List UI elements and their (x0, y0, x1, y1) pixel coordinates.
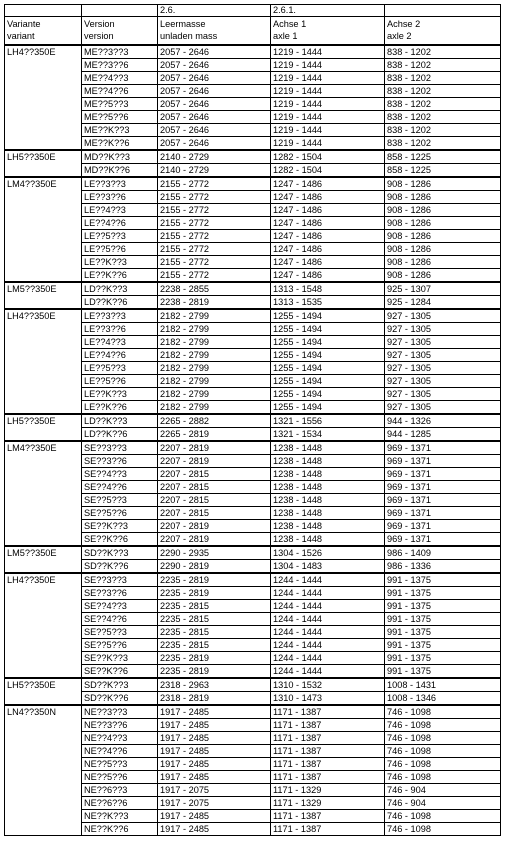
mass-column-header (158, 17, 271, 46)
version-cell: SD??K??6 (82, 692, 158, 706)
axle1-cell: 1171 - 1387 (271, 719, 385, 732)
axle2-cell: 991 - 1375 (385, 652, 501, 665)
axle2-cell: 838 - 1202 (385, 72, 501, 85)
mass-cell: 1917 - 2075 (158, 784, 271, 797)
version-cell: LD??K??6 (82, 296, 158, 310)
axle1-header-de: Achse 1 (273, 19, 307, 29)
axle1-cell: 1219 - 1444 (271, 45, 385, 59)
axle1-cell: 1313 - 1535 (271, 296, 385, 310)
version-cell: LE??4??6 (82, 349, 158, 362)
version-cell: ME??5??6 (82, 111, 158, 124)
version-cell: NE??3??6 (82, 719, 158, 732)
axle2-cell: 927 - 1305 (385, 375, 501, 388)
mass-cell: 2057 - 2646 (158, 72, 271, 85)
mass-cell: 2207 - 2815 (158, 494, 271, 507)
mass-cell: 2182 - 2799 (158, 309, 271, 323)
version-cell: LE??4??6 (82, 217, 158, 230)
axle2-cell: 746 - 1098 (385, 732, 501, 745)
axle2-cell: 838 - 1202 (385, 45, 501, 59)
mass-cell: 2057 - 2646 (158, 111, 271, 124)
axle1-cell: 1244 - 1444 (271, 600, 385, 613)
axle1-cell: 1304 - 1526 (271, 546, 385, 560)
table-row (5, 45, 501, 59)
axle1-cell: 1247 - 1486 (271, 191, 385, 204)
mass-cell: 2235 - 2819 (158, 587, 271, 600)
axle1-cell: 1238 - 1448 (271, 520, 385, 533)
axle2-cell: 908 - 1286 (385, 191, 501, 204)
axle2-cell: 838 - 1202 (385, 124, 501, 137)
mass-cell: 1917 - 2485 (158, 719, 271, 732)
axle2-cell: 925 - 1284 (385, 296, 501, 310)
axle1-cell: 1282 - 1504 (271, 150, 385, 164)
mass-cell: 1917 - 2485 (158, 705, 271, 719)
version-cell: NE??K??3 (82, 810, 158, 823)
version-cell: LE??5??3 (82, 362, 158, 375)
mass-cell: 2207 - 2819 (158, 533, 271, 547)
mass-cell: 2155 - 2772 (158, 191, 271, 204)
axle1-cell: 1321 - 1534 (271, 428, 385, 442)
axle1-cell: 1219 - 1444 (271, 72, 385, 85)
blank-cell (385, 5, 501, 17)
version-cell: SE??4??3 (82, 468, 158, 481)
table-row (5, 546, 501, 560)
mass-cell: 2238 - 2855 (158, 282, 271, 296)
version-cell: LE??K??3 (82, 388, 158, 401)
version-cell: SD??K??3 (82, 546, 158, 560)
mass-cell: 2182 - 2799 (158, 375, 271, 388)
mass-cell: 2235 - 2815 (158, 600, 271, 613)
version-cell: SE??5??3 (82, 626, 158, 639)
axle1-cell: 1321 - 1556 (271, 414, 385, 428)
axle1-cell: 1255 - 1494 (271, 401, 385, 415)
variant-cell: LM5??350E (5, 282, 82, 309)
axle2-cell: 969 - 1371 (385, 455, 501, 468)
mass-cell: 2207 - 2815 (158, 481, 271, 494)
axle2-cell: 944 - 1326 (385, 414, 501, 428)
variant-cell: LH5??350E (5, 678, 82, 705)
axle1-cell: 1310 - 1473 (271, 692, 385, 706)
mass-cell: 2290 - 2935 (158, 546, 271, 560)
axle2-cell: 925 - 1307 (385, 282, 501, 296)
axle2-cell: 927 - 1305 (385, 401, 501, 415)
version-cell: SE??3??6 (82, 455, 158, 468)
variant-cell: LH4??350E (5, 309, 82, 414)
mass-cell: 2057 - 2646 (158, 137, 271, 151)
axle2-cell: 746 - 1098 (385, 745, 501, 758)
version-cell: SE??3??3 (82, 573, 158, 587)
version-cell: LE??3??6 (82, 323, 158, 336)
axle2-cell: 908 - 1286 (385, 177, 501, 191)
mass-cell: 2155 - 2772 (158, 256, 271, 269)
axle1-cell: 1304 - 1483 (271, 560, 385, 574)
version-cell: LE??K??3 (82, 256, 158, 269)
mass-cell: 2182 - 2799 (158, 362, 271, 375)
version-cell: LE??3??3 (82, 309, 158, 323)
axle2-cell: 838 - 1202 (385, 98, 501, 111)
axle1-cell: 1244 - 1444 (271, 613, 385, 626)
column-header-row (5, 17, 501, 46)
axle2-cell: 927 - 1305 (385, 309, 501, 323)
mass-cell: 2182 - 2799 (158, 388, 271, 401)
variant-header-en: variant (7, 31, 35, 41)
axle1-cell: 1255 - 1494 (271, 362, 385, 375)
variant-cell: LM4??350E (5, 441, 82, 546)
axle2-cell: 991 - 1375 (385, 587, 501, 600)
mass-cell: 2057 - 2646 (158, 98, 271, 111)
version-cell: LE??5??3 (82, 230, 158, 243)
version-cell: LE??K??6 (82, 401, 158, 415)
blank-cell (5, 5, 82, 17)
version-cell: SE??K??3 (82, 652, 158, 665)
version-cell: ME??K??6 (82, 137, 158, 151)
mass-cell: 2235 - 2815 (158, 639, 271, 652)
version-cell: LD??K??6 (82, 428, 158, 442)
mass-cell: 1917 - 2075 (158, 797, 271, 810)
axle2-cell: 969 - 1371 (385, 441, 501, 455)
mass-cell: 1917 - 2485 (158, 823, 271, 836)
axle2-cell: 908 - 1286 (385, 217, 501, 230)
axle2-header-en: axle 2 (387, 31, 412, 41)
table-row (5, 177, 501, 191)
mass-cell: 1917 - 2485 (158, 758, 271, 771)
axle2-cell: 991 - 1375 (385, 665, 501, 679)
axle1-cell: 1247 - 1486 (271, 256, 385, 269)
axle2-cell: 838 - 1202 (385, 137, 501, 151)
axle2-cell: 908 - 1286 (385, 243, 501, 256)
axle2-cell: 944 - 1285 (385, 428, 501, 442)
axle1-cell: 1238 - 1448 (271, 441, 385, 455)
axle1-cell: 1219 - 1444 (271, 137, 385, 151)
axle2-cell: 969 - 1371 (385, 520, 501, 533)
axle1-cell: 1219 - 1444 (271, 124, 385, 137)
version-cell: ME??4??6 (82, 85, 158, 98)
axle1-cell: 1238 - 1448 (271, 494, 385, 507)
axle1-cell: 1255 - 1494 (271, 336, 385, 349)
axle2-cell: 991 - 1375 (385, 573, 501, 587)
axle1-cell: 1247 - 1486 (271, 217, 385, 230)
axle2-cell: 1008 - 1431 (385, 678, 501, 692)
table-row (5, 573, 501, 587)
mass-cell: 2207 - 2819 (158, 520, 271, 533)
mass-cell: 2182 - 2799 (158, 323, 271, 336)
version-cell: LD??K??3 (82, 414, 158, 428)
table-row (5, 309, 501, 323)
axle2-cell: 858 - 1225 (385, 150, 501, 164)
version-cell: NE??5??6 (82, 771, 158, 784)
axle2-cell: 969 - 1371 (385, 533, 501, 547)
version-cell: SE??4??6 (82, 481, 158, 494)
table-row (5, 150, 501, 164)
axle2-cell: 927 - 1305 (385, 336, 501, 349)
mass-cell: 2207 - 2815 (158, 468, 271, 481)
section-axle-number: 2.6.1. (271, 5, 385, 17)
mass-cell: 2265 - 2882 (158, 414, 271, 428)
mass-cell: 2140 - 2729 (158, 150, 271, 164)
axle2-cell: 838 - 1202 (385, 85, 501, 98)
axle2-cell: 969 - 1371 (385, 507, 501, 520)
version-cell: SD??K??6 (82, 560, 158, 574)
mass-cell: 2235 - 2819 (158, 573, 271, 587)
variant-cell: LH4??350E (5, 45, 82, 150)
version-cell: LE??K??6 (82, 269, 158, 283)
table-row (5, 441, 501, 455)
axle1-cell: 1238 - 1448 (271, 455, 385, 468)
axle2-cell: 908 - 1286 (385, 256, 501, 269)
version-cell: MD??K??6 (82, 164, 158, 178)
axle1-cell: 1171 - 1387 (271, 810, 385, 823)
mass-cell: 1917 - 2485 (158, 732, 271, 745)
mass-cell: 1917 - 2485 (158, 810, 271, 823)
table-row (5, 414, 501, 428)
version-cell: SE??5??3 (82, 494, 158, 507)
axle1-cell: 1171 - 1387 (271, 823, 385, 836)
axle2-cell: 858 - 1225 (385, 164, 501, 178)
axle1-cell: 1247 - 1486 (271, 230, 385, 243)
axle2-cell: 991 - 1375 (385, 626, 501, 639)
axle1-cell: 1247 - 1486 (271, 177, 385, 191)
axle1-cell: 1244 - 1444 (271, 639, 385, 652)
axle1-header-en: axle 1 (273, 31, 298, 41)
version-cell: LE??3??6 (82, 191, 158, 204)
version-cell: LE??3??3 (82, 177, 158, 191)
axle1-column-header (271, 17, 385, 46)
axle1-cell: 1219 - 1444 (271, 85, 385, 98)
section-number-row (5, 5, 501, 17)
variant-cell: LH5??350E (5, 150, 82, 177)
version-cell: NE??5??3 (82, 758, 158, 771)
version-cell: NE??6??3 (82, 784, 158, 797)
version-cell: SE??K??3 (82, 520, 158, 533)
axle1-cell: 1244 - 1444 (271, 587, 385, 600)
variant-header-de: Variante (7, 19, 41, 29)
version-column-header (82, 17, 158, 46)
axle2-cell: 991 - 1375 (385, 600, 501, 613)
table-body (5, 45, 501, 836)
mass-cell: 2235 - 2815 (158, 626, 271, 639)
axle2-cell: 746 - 1098 (385, 771, 501, 784)
axle2-cell: 991 - 1375 (385, 613, 501, 626)
axle2-column-header (385, 17, 501, 46)
axle1-cell: 1238 - 1448 (271, 507, 385, 520)
mass-cell: 2155 - 2772 (158, 217, 271, 230)
version-cell: SE??3??6 (82, 587, 158, 600)
mass-cell: 2235 - 2815 (158, 613, 271, 626)
table-row (5, 678, 501, 692)
axle1-cell: 1238 - 1448 (271, 481, 385, 494)
version-cell: SE??5??6 (82, 507, 158, 520)
mass-cell: 2155 - 2772 (158, 204, 271, 217)
table-row (5, 705, 501, 719)
version-cell: ME??K??3 (82, 124, 158, 137)
version-header-en: version (84, 31, 114, 41)
version-cell: SD??K??3 (82, 678, 158, 692)
mass-cell: 2140 - 2729 (158, 164, 271, 178)
variant-column-header (5, 17, 82, 46)
variant-cell: LN4??350N (5, 705, 82, 836)
section-mass-number: 2.6. (158, 5, 271, 17)
axle1-cell: 1171 - 1387 (271, 745, 385, 758)
mass-cell: 2057 - 2646 (158, 85, 271, 98)
mass-header-en: unladen mass (160, 31, 218, 41)
axle1-cell: 1310 - 1532 (271, 678, 385, 692)
mass-cell: 2290 - 2819 (158, 560, 271, 574)
mass-cell: 2057 - 2646 (158, 45, 271, 59)
axle2-cell: 927 - 1305 (385, 349, 501, 362)
version-cell: ME??3??3 (82, 45, 158, 59)
axle1-cell: 1244 - 1444 (271, 573, 385, 587)
variant-cell: LH5??350E (5, 414, 82, 441)
blank-cell (82, 5, 158, 17)
version-cell: ME??3??6 (82, 59, 158, 72)
axle2-cell: 838 - 1202 (385, 59, 501, 72)
axle1-cell: 1255 - 1494 (271, 375, 385, 388)
mass-cell: 2207 - 2819 (158, 455, 271, 468)
version-cell: ME??5??3 (82, 98, 158, 111)
version-cell: NE??3??3 (82, 705, 158, 719)
axle2-cell: 986 - 1336 (385, 560, 501, 574)
axle1-cell: 1171 - 1329 (271, 784, 385, 797)
axle2-cell: 927 - 1305 (385, 388, 501, 401)
document-page (4, 4, 501, 836)
mass-cell: 2155 - 2772 (158, 177, 271, 191)
mass-cell: 2207 - 2819 (158, 441, 271, 455)
mass-cell: 1917 - 2485 (158, 771, 271, 784)
axle2-cell: 746 - 904 (385, 797, 501, 810)
variant-cell: LM4??350E (5, 177, 82, 282)
mass-cell: 2155 - 2772 (158, 230, 271, 243)
axle1-cell: 1255 - 1494 (271, 309, 385, 323)
mass-cell: 2057 - 2646 (158, 59, 271, 72)
axle2-cell: 746 - 1098 (385, 719, 501, 732)
axle2-cell: 746 - 904 (385, 784, 501, 797)
axle1-cell: 1244 - 1444 (271, 626, 385, 639)
version-cell: SE??K??6 (82, 665, 158, 679)
axle2-cell: 927 - 1305 (385, 323, 501, 336)
version-cell: LD??K??3 (82, 282, 158, 296)
axle2-cell: 746 - 1098 (385, 823, 501, 836)
version-cell: NE??4??6 (82, 745, 158, 758)
axle2-cell: 838 - 1202 (385, 111, 501, 124)
axle2-cell: 927 - 1305 (385, 362, 501, 375)
axle2-header-de: Achse 2 (387, 19, 421, 29)
axle1-cell: 1171 - 1387 (271, 705, 385, 719)
axle1-cell: 1219 - 1444 (271, 59, 385, 72)
axle2-cell: 908 - 1286 (385, 269, 501, 283)
mass-cell: 1917 - 2485 (158, 745, 271, 758)
version-cell: SE??4??6 (82, 613, 158, 626)
axle2-cell: 986 - 1409 (385, 546, 501, 560)
axle1-cell: 1247 - 1486 (271, 269, 385, 283)
axle1-cell: 1171 - 1387 (271, 771, 385, 784)
version-cell: NE??K??6 (82, 823, 158, 836)
version-header-de: Version (84, 19, 115, 29)
mass-cell: 2182 - 2799 (158, 401, 271, 415)
axle2-cell: 908 - 1286 (385, 230, 501, 243)
axle2-cell: 746 - 1098 (385, 705, 501, 719)
table-row (5, 282, 501, 296)
version-cell: LE??4??3 (82, 336, 158, 349)
variant-cell: LM5??350E (5, 546, 82, 573)
axle2-cell: 969 - 1371 (385, 494, 501, 507)
axle1-cell: 1244 - 1444 (271, 652, 385, 665)
axle1-cell: 1219 - 1444 (271, 111, 385, 124)
mass-cell: 2155 - 2772 (158, 243, 271, 256)
axle1-cell: 1255 - 1494 (271, 323, 385, 336)
version-cell: SE??K??6 (82, 533, 158, 547)
axle1-cell: 1171 - 1387 (271, 758, 385, 771)
mass-cell: 2318 - 2819 (158, 692, 271, 706)
axle1-cell: 1171 - 1329 (271, 797, 385, 810)
version-cell: SE??5??6 (82, 639, 158, 652)
mass-cell: 2207 - 2815 (158, 507, 271, 520)
axle2-cell: 908 - 1286 (385, 204, 501, 217)
axle1-cell: 1238 - 1448 (271, 468, 385, 481)
version-cell: NE??4??3 (82, 732, 158, 745)
axle1-cell: 1244 - 1444 (271, 665, 385, 679)
type-approval-mass-table (4, 4, 501, 836)
axle1-cell: 1247 - 1486 (271, 243, 385, 256)
version-cell: SE??4??3 (82, 600, 158, 613)
mass-cell: 2238 - 2819 (158, 296, 271, 310)
version-cell: LE??5??6 (82, 243, 158, 256)
axle2-cell: 746 - 1098 (385, 758, 501, 771)
version-cell: LE??4??3 (82, 204, 158, 217)
mass-cell: 2182 - 2799 (158, 336, 271, 349)
axle2-cell: 991 - 1375 (385, 639, 501, 652)
version-cell: NE??6??6 (82, 797, 158, 810)
version-cell: SE??3??3 (82, 441, 158, 455)
axle1-cell: 1255 - 1494 (271, 349, 385, 362)
axle1-cell: 1238 - 1448 (271, 533, 385, 547)
mass-cell: 2235 - 2819 (158, 665, 271, 679)
mass-cell: 2235 - 2819 (158, 652, 271, 665)
version-cell: ME??4??3 (82, 72, 158, 85)
axle2-cell: 1008 - 1346 (385, 692, 501, 706)
version-cell: MD??K??3 (82, 150, 158, 164)
mass-cell: 2318 - 2963 (158, 678, 271, 692)
mass-cell: 2155 - 2772 (158, 269, 271, 283)
mass-cell: 2057 - 2646 (158, 124, 271, 137)
axle1-cell: 1313 - 1548 (271, 282, 385, 296)
mass-header-de: Leermasse (160, 19, 206, 29)
axle2-cell: 969 - 1371 (385, 481, 501, 494)
axle1-cell: 1255 - 1494 (271, 388, 385, 401)
variant-cell: LH4??350E (5, 573, 82, 678)
version-cell: LE??5??6 (82, 375, 158, 388)
mass-cell: 2265 - 2819 (158, 428, 271, 442)
mass-cell: 2182 - 2799 (158, 349, 271, 362)
axle1-cell: 1171 - 1387 (271, 732, 385, 745)
axle1-cell: 1247 - 1486 (271, 204, 385, 217)
axle1-cell: 1219 - 1444 (271, 98, 385, 111)
axle2-cell: 969 - 1371 (385, 468, 501, 481)
axle1-cell: 1282 - 1504 (271, 164, 385, 178)
axle2-cell: 746 - 1098 (385, 810, 501, 823)
